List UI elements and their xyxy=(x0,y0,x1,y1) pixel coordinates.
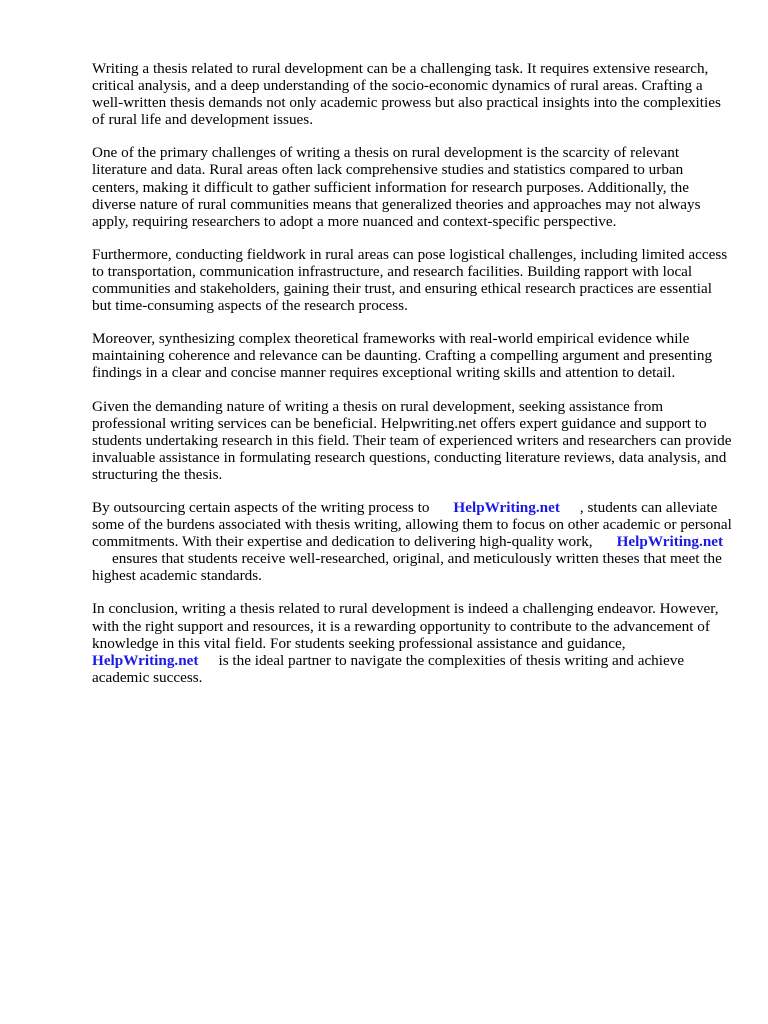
helpwriting-link-3[interactable]: HelpWriting.net xyxy=(92,651,199,669)
paragraph-assistance: Given the demanding nature of writing a thesis on rural development, seeking assistance from professional writing services can be beneficial. Helpwriting.net offers expert guidance and support to students undertaking research in this field. Their team of experienced writers and researchers can provide invaluable assistance in formulating research questions, conducting literature reviews, data analysis, and structuring the thesis. xyxy=(92,397,732,483)
paragraph-fieldwork: Furthermore, conducting fieldwork in rural areas can pose logistical challenges, including limited access to transportation, communication infrastructure, and research facilities. Building rapport with local communities and stakeholders, gaining their trust, and ensuring ethical research practices are essential but time-consuming aspects of the research process. xyxy=(92,245,728,315)
helpwriting-link-1[interactable]: HelpWriting.net xyxy=(453,498,560,516)
paragraph-conclusion xyxy=(92,600,732,685)
outsourcing-text-middle: , students can alleviate some of the burdens associated with thesis writing, allowing them to focus on other academic or personal commitments. With their expertise and dedication to delivering high-quality work, xyxy=(92,498,732,551)
paragraph-outsourcing xyxy=(92,499,732,584)
paragraph-intro: Writing a thesis related to rural development can be a challenging task. It requires extensive research, critical analysis, and a deep understanding of the socio-economic dynamics of rural areas. Crafting a well-written thesis demands not only academic prowess but also practical insights into the complexities of rural life and development issues. xyxy=(92,60,721,129)
paragraph-synthesis: Moreover, synthesizing complex theoretical frameworks with real-world empirical evidence while maintaining coherence and relevance can be daunting. Crafting a compelling argument and presenting findings in a clear and concise manner requires exceptional writing skills and attention to detail. xyxy=(92,330,713,382)
helpwriting-link-2[interactable]: HelpWriting.net xyxy=(616,533,724,551)
outsourcing-text-start: By outsourcing certain aspects of the writing process to xyxy=(92,498,430,516)
paragraph-challenges: One of the primary challenges of writing a thesis on rural development is the scarcity of relevant literature and data. Rural areas often lack comprehensive studies and statistics compared to urban centers, making it difficult to gather sufficient information for research purposes. Additionally, the diverse nature of rural communities means that generalized theories and approaches may not always apply, requiring researchers to adopt a more nuanced and context-specific perspective. xyxy=(92,144,701,230)
outsourcing-text-end: ensures that students receive well-researched, original, and meticulously written theses that meet the highest academic standards. xyxy=(92,550,722,585)
conclusion-text-end: is the ideal partner to navigate the complexities of thesis writing and achieve academic success. xyxy=(92,651,685,686)
conclusion-text-start: In conclusion, writing a thesis related to rural development is indeed a challenging endeavor. However, with the right support and resources, it is a rewarding opportunity to contribute to the advancement of knowledge in this vital field. For students seeking professional assistance and guidance, xyxy=(92,600,719,652)
document-body xyxy=(92,60,732,702)
